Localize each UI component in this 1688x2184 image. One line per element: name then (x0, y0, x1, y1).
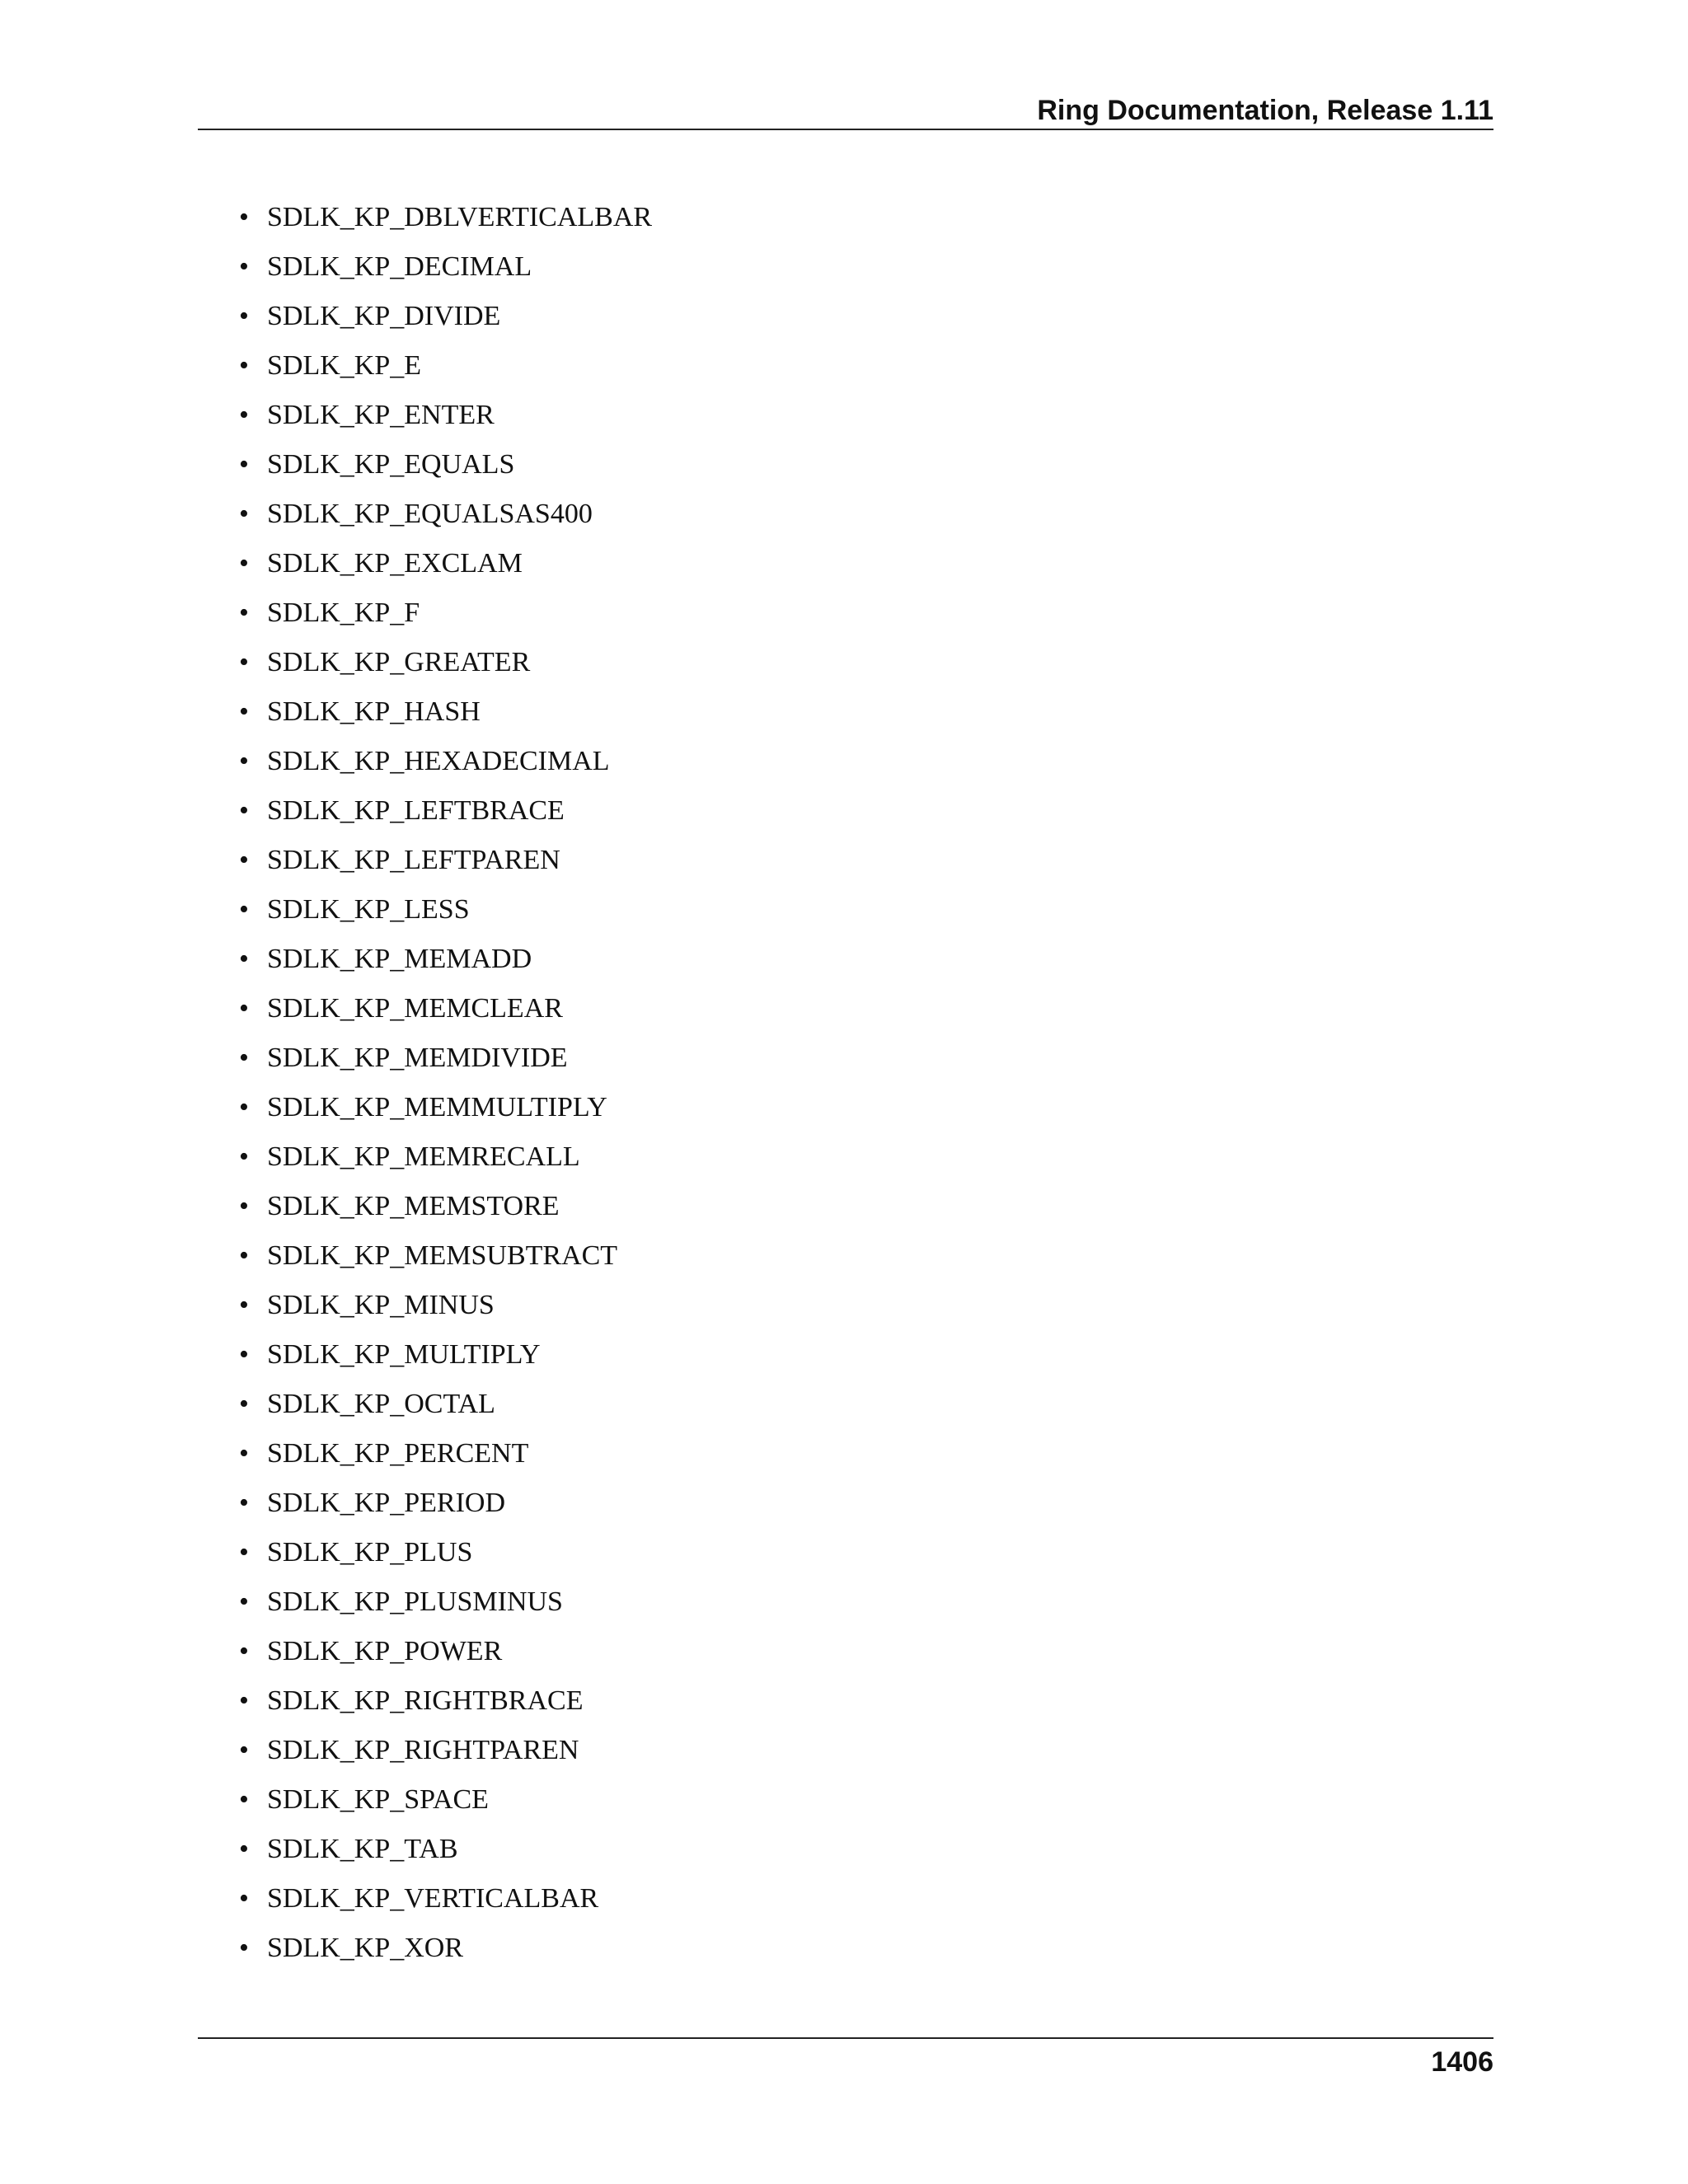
bullet-icon: • (239, 301, 249, 331)
list-item (239, 590, 652, 640)
list-item (239, 936, 652, 986)
list-item (239, 1282, 652, 1332)
list-item (239, 1777, 652, 1826)
list-item (239, 1579, 652, 1629)
bullet-icon: • (239, 1933, 249, 1963)
bullet-icon: • (239, 499, 249, 529)
keycode-name: SDLK_KP_MULTIPLY (267, 1339, 541, 1370)
bullet-icon: • (239, 1685, 249, 1716)
bullet-icon: • (239, 1043, 249, 1073)
keycode-name: SDLK_KP_F (267, 598, 420, 628)
bullet-icon: • (239, 251, 249, 282)
bullet-icon: • (239, 1290, 249, 1320)
keycode-name: SDLK_KP_DIVIDE (267, 301, 501, 331)
bullet-icon: • (239, 1537, 249, 1568)
keycode-name: SDLK_KP_MEMSUBTRACT (267, 1240, 618, 1271)
list-item (239, 887, 652, 936)
list-item (239, 194, 652, 244)
bullet-icon: • (239, 350, 249, 381)
bullet-icon: • (239, 746, 249, 776)
keycode-name: SDLK_KP_OCTAL (267, 1389, 495, 1419)
list-item (239, 1035, 652, 1085)
keycode-name: SDLK_KP_HASH (267, 696, 481, 727)
list-item (239, 1530, 652, 1579)
list-item (239, 541, 652, 590)
bullet-icon: • (239, 548, 249, 579)
list-item (239, 689, 652, 738)
keycode-name: SDLK_KP_RIGHTBRACE (267, 1685, 584, 1716)
list-item (239, 392, 652, 442)
list-item (239, 640, 652, 689)
bullet-icon: • (239, 1191, 249, 1221)
bullet-icon: • (239, 202, 249, 232)
bullet-icon: • (239, 1438, 249, 1469)
bullet-icon: • (239, 795, 249, 826)
list-item (239, 244, 652, 293)
keycode-name: SDLK_KP_VERTICALBAR (267, 1883, 599, 1914)
keycode-name: SDLK_KP_GREATER (267, 647, 531, 677)
list-item (239, 1381, 652, 1431)
keycode-name: SDLK_KP_TAB (267, 1834, 458, 1864)
list-item (239, 1332, 652, 1381)
bullet-icon: • (239, 1834, 249, 1864)
bullet-icon: • (239, 1488, 249, 1518)
keycode-name: SDLK_KP_LEFTBRACE (267, 795, 565, 826)
keycode-name: SDLK_KP_DECIMAL (267, 251, 532, 282)
bullet-icon: • (239, 598, 249, 628)
keycode-name: SDLK_KP_XOR (267, 1933, 464, 1963)
bullet-icon: • (239, 845, 249, 875)
keycode-name: SDLK_KP_MINUS (267, 1290, 495, 1320)
bullet-icon: • (239, 993, 249, 1024)
list-item (239, 1431, 652, 1480)
keycode-name: SDLK_KP_MEMCLEAR (267, 993, 563, 1024)
bullet-icon: • (239, 647, 249, 677)
bullet-icon: • (239, 944, 249, 974)
keycode-name: SDLK_KP_EQUALS (267, 449, 515, 480)
list-item (239, 986, 652, 1035)
keycode-name: SDLK_KP_PERCENT (267, 1438, 529, 1469)
list-item (239, 837, 652, 887)
bullet-icon: • (239, 1636, 249, 1666)
bullet-icon: • (239, 1735, 249, 1765)
list-item (239, 1183, 652, 1233)
bullet-icon: • (239, 1240, 249, 1271)
keycode-name: SDLK_KP_RIGHTPAREN (267, 1735, 579, 1765)
keycode-name: SDLK_KP_LEFTPAREN (267, 845, 560, 875)
list-item (239, 1085, 652, 1134)
bullet-icon: • (239, 1339, 249, 1370)
list-item (239, 788, 652, 837)
keycode-name: SDLK_KP_MEMRECALL (267, 1141, 580, 1172)
keycode-name: SDLK_KP_PLUS (267, 1537, 473, 1568)
page-header (198, 89, 1493, 130)
list-item (239, 343, 652, 392)
list-item (239, 1727, 652, 1777)
bullet-icon: • (239, 1883, 249, 1914)
list-item (239, 1826, 652, 1876)
list-item (239, 1134, 652, 1183)
bullet-icon: • (239, 1389, 249, 1419)
list-item (239, 293, 652, 343)
list-item (239, 1629, 652, 1678)
list-item (239, 1876, 652, 1925)
list-item (239, 442, 652, 491)
keycode-name: SDLK_KP_SPACE (267, 1784, 489, 1815)
keycode-name: SDLK_KP_PLUSMINUS (267, 1586, 563, 1617)
bullet-icon: • (239, 1092, 249, 1122)
list-item (239, 1678, 652, 1727)
bullet-icon: • (239, 1141, 249, 1172)
keycode-name: SDLK_KP_MEMSTORE (267, 1191, 560, 1221)
keycode-name: SDLK_KP_LESS (267, 894, 470, 925)
keycode-name: SDLK_KP_HEXADECIMAL (267, 746, 610, 776)
keycode-name: SDLK_KP_MEMMULTIPLY (267, 1092, 607, 1122)
keycode-name: SDLK_KP_MEMADD (267, 944, 532, 974)
list-item (239, 1925, 652, 1975)
bullet-icon: • (239, 894, 249, 925)
list-item (239, 738, 652, 788)
keycode-name: SDLK_KP_ENTER (267, 400, 495, 430)
keycode-name: SDLK_KP_E (267, 350, 422, 381)
keycode-name: SDLK_KP_EXCLAM (267, 548, 523, 579)
header-title: Ring Documentation, Release 1.11 (1037, 95, 1493, 126)
bullet-icon: • (239, 449, 249, 480)
footer-rule (198, 2037, 1493, 2039)
keycode-name: SDLK_KP_POWER (267, 1636, 503, 1666)
list-item (239, 1480, 652, 1530)
keycode-name: SDLK_KP_MEMDIVIDE (267, 1043, 568, 1073)
keycode-list (239, 194, 652, 1975)
bullet-icon: • (239, 696, 249, 727)
page-number: 1406 (1431, 2046, 1493, 2078)
bullet-icon: • (239, 1586, 249, 1617)
bullet-icon: • (239, 1784, 249, 1815)
keycode-name: SDLK_KP_DBLVERTICALBAR (267, 202, 653, 232)
bullet-icon: • (239, 400, 249, 430)
list-item (239, 1233, 652, 1282)
list-item (239, 491, 652, 541)
keycode-name: SDLK_KP_EQUALSAS400 (267, 499, 593, 529)
keycode-name: SDLK_KP_PERIOD (267, 1488, 506, 1518)
